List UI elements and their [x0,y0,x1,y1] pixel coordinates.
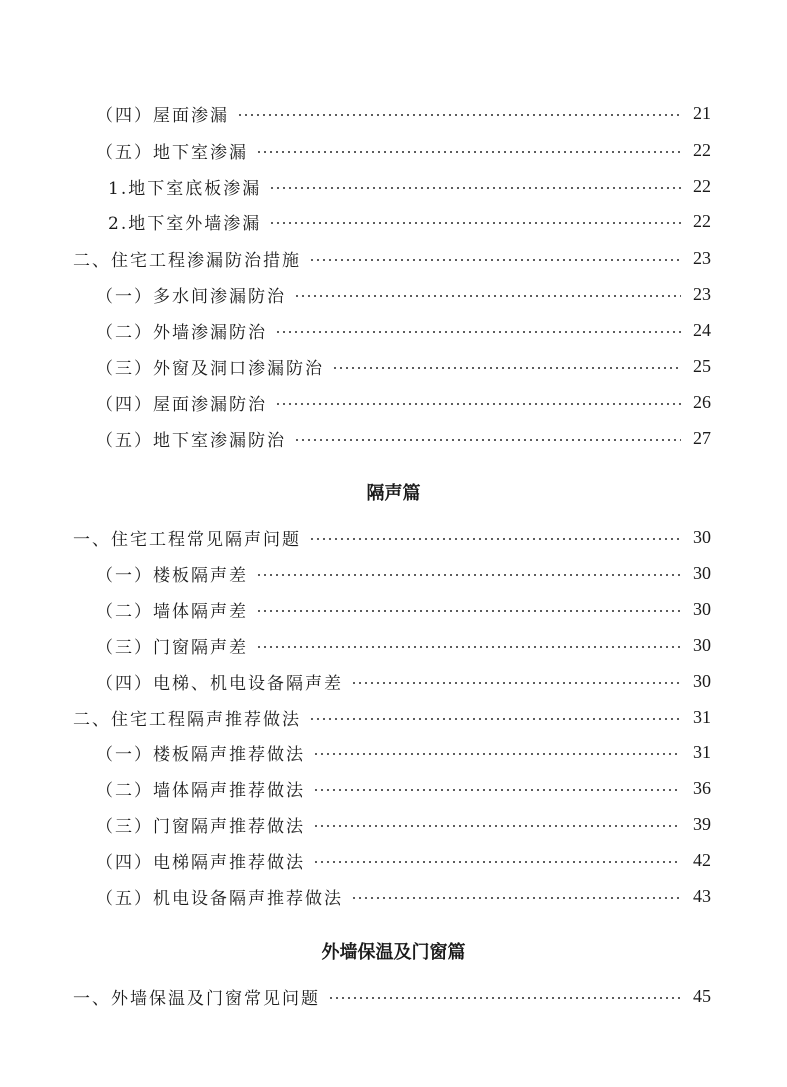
toc-entry[interactable] [0,561,787,585]
toc-entry[interactable] [0,848,787,872]
toc-entry-label: （一）楼板隔声推荐做法 [96,744,305,765]
toc-entry[interactable] [0,138,787,162]
toc-entry-label: 二、住宅工程隔声推荐做法 [73,709,301,730]
toc-entry-page: 45 [693,985,711,1006]
toc-entry-page: 42 [693,849,711,870]
toc-leader-dots [275,331,681,333]
toc-entry[interactable] [0,282,787,306]
toc-entry[interactable] [0,101,787,125]
toc-entry-page: 22 [693,139,711,160]
toc-entry-label: 一、外墙保温及门窗常见问题 [73,988,320,1009]
toc-entry-page: 24 [693,319,711,340]
toc-entry-label: （三）外窗及洞口渗漏防治 [96,358,324,379]
toc-entry-label: （二）外墙渗漏防治 [96,322,267,343]
toc-entry-label: （三）门窗隔声差 [96,637,248,658]
toc-leader-dots [275,403,681,405]
toc-leader-dots [256,574,681,576]
toc-entry[interactable] [0,812,787,836]
toc-entry[interactable] [0,354,787,378]
toc-entry[interactable] [0,884,787,908]
toc-entry-page: 43 [693,885,711,906]
toc-entry-label: （五）机电设备隔声推荐做法 [96,888,343,909]
toc-entry[interactable] [0,740,787,764]
toc-entry-label: （三）门窗隔声推荐做法 [96,816,305,837]
toc-leader-dots [309,259,681,261]
toc-leader-dots [309,538,681,540]
toc-leader-dots [294,439,681,441]
toc-entry[interactable] [0,209,787,233]
toc-entry[interactable] [0,633,787,657]
toc-leader-dots [328,997,681,999]
toc-entry-page: 27 [693,427,711,448]
toc-entry-page: 26 [693,391,711,412]
toc-entry-page: 22 [693,175,711,196]
toc-entry-label: （四）电梯、机电设备隔声差 [96,673,343,694]
toc-entry[interactable] [0,246,787,270]
toc-entry-label: （二）墙体隔声推荐做法 [96,780,305,801]
toc-leader-dots [269,187,681,189]
toc-entry-page: 23 [693,283,711,304]
toc-leader-dots [237,114,681,116]
section-title-soundproof: 隔声篇 [366,483,421,504]
toc-leader-dots [269,222,681,224]
toc-leader-dots [351,682,681,684]
toc-entry-label: 一、住宅工程常见隔声问题 [73,529,301,550]
toc-entry-page: 23 [693,247,711,268]
toc-entry[interactable] [0,525,787,549]
toc-leader-dots [332,367,681,369]
toc-entry[interactable] [0,705,787,729]
toc-entry-label: 2.地下室外墙渗漏 [108,213,262,234]
toc-entry[interactable] [0,776,787,800]
toc-entry-label: 二、住宅工程渗漏防治措施 [73,250,301,271]
toc-entry[interactable] [0,426,787,450]
toc-leader-dots [351,897,681,899]
toc-leader-dots [313,861,681,863]
toc-entry-label: （四）屋面渗漏防治 [96,394,267,415]
toc-leader-dots [256,151,681,153]
toc-entry-page: 36 [693,777,711,798]
toc-entry-page: 39 [693,813,711,834]
toc-entry-page: 30 [693,526,711,547]
toc-entry[interactable] [0,390,787,414]
toc-entry-page: 30 [693,562,711,583]
toc-leader-dots [294,295,681,297]
toc-entry-page: 30 [693,598,711,619]
toc-entry-page: 30 [693,634,711,655]
toc-entry-label: （一）多水间渗漏防治 [96,286,286,307]
toc-entry-label: （四）电梯隔声推荐做法 [96,852,305,873]
toc-entry[interactable] [0,174,787,198]
toc-entry[interactable] [0,597,787,621]
toc-entry-page: 21 [693,102,711,123]
toc-entry[interactable] [0,984,787,1008]
toc-entry-label: （五）地下室渗漏 [96,142,248,163]
toc-leader-dots [313,825,681,827]
toc-leader-dots [309,718,681,720]
toc-entry-page: 30 [693,670,711,691]
toc-entry-page: 31 [693,741,711,762]
toc-entry-label: （五）地下室渗漏防治 [96,430,286,451]
toc-leader-dots [256,646,681,648]
toc-entry-label: （二）墙体隔声差 [96,601,248,622]
toc-entry[interactable] [0,318,787,342]
toc-leader-dots [256,610,681,612]
toc-leader-dots [313,753,681,755]
toc-leader-dots [313,789,681,791]
toc-entry-label: 1.地下室底板渗漏 [108,178,262,199]
toc-entry-page: 22 [693,210,711,231]
section-title-insulation: 外墙保温及门窗篇 [321,942,466,963]
toc-entry-page: 31 [693,706,711,727]
toc-entry[interactable] [0,669,787,693]
toc-entry-label: （一）楼板隔声差 [96,565,248,586]
toc-entry-label: （四）屋面渗漏 [96,105,229,126]
toc-entry-page: 25 [693,355,711,376]
